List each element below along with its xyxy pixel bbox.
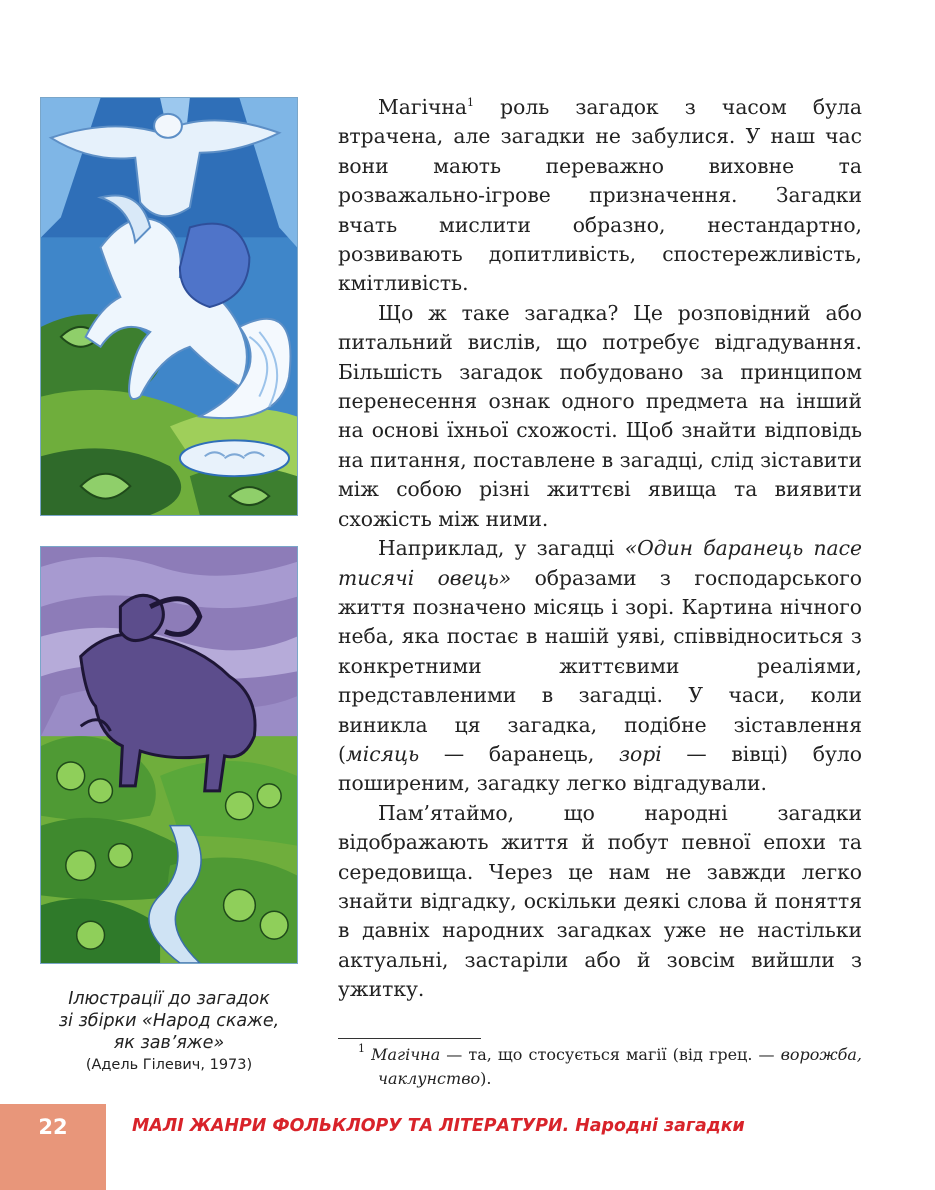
illustration-horse-rider <box>40 97 298 516</box>
caption-line-1: Ілюстрації до загадок <box>68 989 270 1009</box>
italic-text: зорі <box>618 741 662 766</box>
footnote-divider <box>338 1038 481 1039</box>
text-run: — вівці) було поширеним, загадку легко відгадували. <box>338 741 862 796</box>
page-number: 22 <box>38 1115 68 1139</box>
horse-rider-icon <box>41 98 297 515</box>
text-run: ). <box>480 1069 492 1088</box>
ram-icon <box>41 547 297 963</box>
text-run: — баранець, <box>419 741 619 766</box>
text-run: образами з господарського життя позначено місяць і зорі. Картина нічного неба, яка постає в нашій уяві, співвідноситься з конкретними життєвими реаліями, представленими в загадці. У часи, коли виникла ця загадка, подібне зіставлення ( <box>338 565 863 766</box>
illustration-caption <box>40 988 298 1076</box>
text-run: роль загадок з часом була втрачена, але загадки не забулися. У наш час вони мають переважно виховне та розважально-ігрове призначення. Загадки вчать мислити образно, нестандартно, розвивають допитливість, спостережливість, кмітливість. <box>338 95 862 296</box>
paragraph <box>338 93 862 299</box>
paragraph <box>338 534 862 799</box>
text-run: Наприклад, у загадці <box>378 536 625 561</box>
running-head-section: МАЛІ ЖАНРИ ФОЛЬКЛОРУ ТА ЛІТЕРАТУРИ. <box>132 1116 570 1136</box>
footnote <box>338 1043 862 1091</box>
italic-text: місяць <box>345 741 420 766</box>
footnote-marker: 1 <box>467 96 474 109</box>
running-head-topic: Народні загадки <box>575 1116 745 1136</box>
caption-line-2: зі збірки «Народ скаже, <box>58 1011 280 1031</box>
paragraph <box>338 799 862 1005</box>
text-run: Що ж таке загадка? Це розповідний або питальний вислів, що потребує відгадування. Більшість загадок побудовано за принципом перенесення ознак одного предмета на інший на основі їхньої схожості. Щоб знайти відповідь на питання, поставлене в загадці, слід зіставити між собою різні життєві явища та виявити схожість між ними. <box>338 300 862 531</box>
text-run: Пам’ятаймо, що народні загадки відображають життя й побут певної епохи та середовища. Через це нам не завжди легко знайти відгадку, оскільки деякі слова й поняття в давніх народних загадках уже не настільки актуальні, застаріли або й зовсім вийшли з ужитку. <box>338 800 862 1002</box>
footnote-marker: 1 <box>358 1042 365 1055</box>
text-run: — та, що стосується магії (від грец. — <box>440 1045 781 1064</box>
caption-line-3: як зав’яже» <box>113 1033 225 1053</box>
running-head <box>132 1116 745 1136</box>
main-text <box>338 93 862 1005</box>
caption-attribution: (Адель Гілевич, 1973) <box>85 1057 253 1073</box>
italic-text: ворожба, чаклунство <box>378 1045 862 1088</box>
text-run: Магічна <box>378 95 467 119</box>
paragraph <box>338 299 862 534</box>
illustration-ram <box>40 546 298 964</box>
italic-text: Магічна <box>371 1045 441 1064</box>
italic-text: «Один баранець пасе тисячі овець» <box>338 536 862 590</box>
